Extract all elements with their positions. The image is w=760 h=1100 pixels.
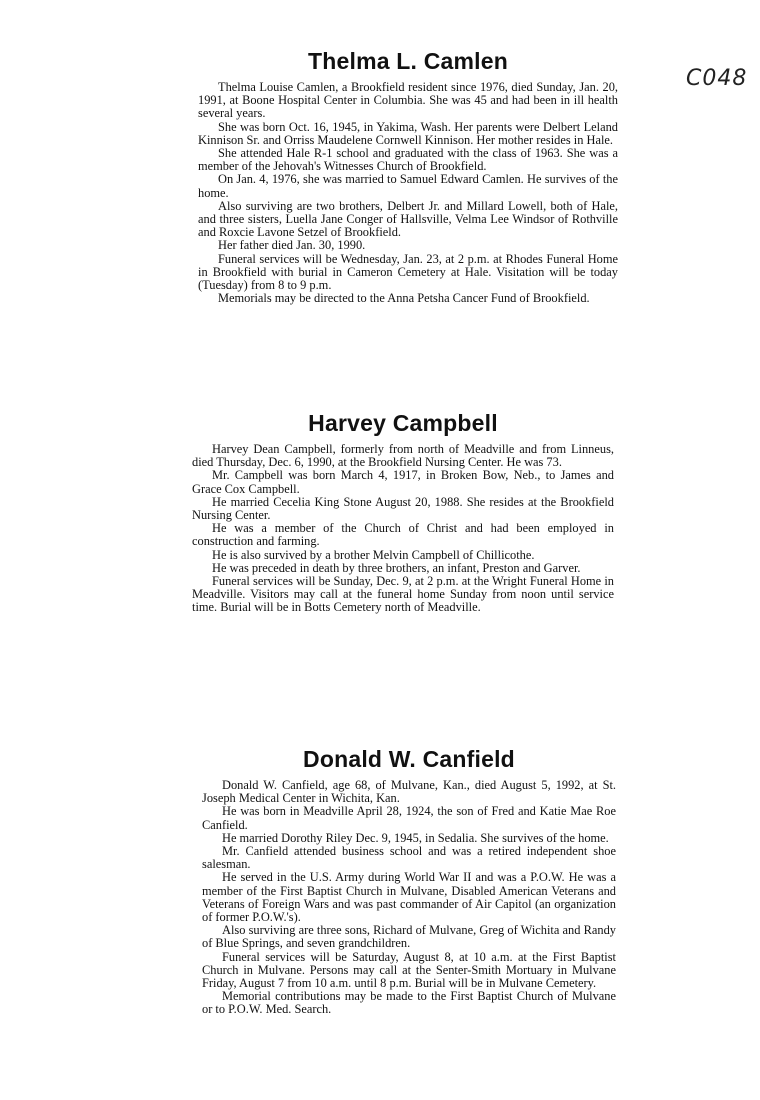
obituary-paragraph: Funeral services will be Wednesday, Jan. 23, at 2 p.m. at Rhodes Funeral Home in Brookfield with burial in Cameron Cemetery at Hale. Visitation will be today (Tuesday) from 8 to 9 p.m.: [198, 251, 618, 293]
obituary-donald-canfield: [202, 746, 616, 1017]
obituary-thelma-camlen: [198, 48, 618, 305]
obituary-paragraph: Harvey Dean Campbell, formerly from north of Meadville and from Linneus, died Thursday, Dec. 6, 1990, at the Brookfield Nursing Center. He was 73.: [192, 442, 614, 470]
obituary-paragraph: Memorials may be directed to the Anna Petsha Cancer Fund of Brookfield.: [218, 291, 590, 306]
obituary-paragraph: Thelma Louise Camlen, a Brookfield resident since 1976, died Sunday, Jan. 20, 1991, at Boone Hospital Center in Columbia. She was 45 and had been in ill health several years.: [198, 80, 618, 121]
obituary-paragraph: Mr. Canfield attended business school and was a retired independent shoe salesman.: [202, 844, 616, 872]
obituary-paragraph: Donald W. Canfield, age 68, of Mulvane, Kan., died August 5, 1992, at St. Joseph Medical Center in Wichita, Kan.: [202, 778, 616, 806]
obituary-title: Harvey Campbell: [308, 410, 498, 436]
obituary-paragraph: She attended Hale R-1 school and graduated with the class of 1963. She was a member of the Jehovah's Witnesses Church of Brookfield.: [198, 146, 618, 174]
obituary-title: Donald W. Canfield: [303, 746, 515, 772]
obituary-title: Thelma L. Camlen: [307, 48, 509, 74]
obituary-paragraph: He was a member of the Church of Christ and had been employed in construction and farming.: [192, 521, 614, 549]
obituary-paragraph: He married Cecelia King Stone August 20, 1988. She resides at the Brookfield Nursing Center.: [192, 494, 614, 523]
obituary-harvey-campbell: [192, 410, 614, 615]
obituary-paragraph: Funeral services will be Saturday, August 8, at 10 a.m. at the First Baptist Church in Mulvane. Persons may call at the Senter-Smith Mortuary in Mulvane Friday, August 7 from 10 a.m. until 8 p.m. Burial will be in Mulvane Cemetery.: [202, 949, 616, 991]
obituary-paragraph: Memorial contributions may be made to the First Baptist Church of Mulvane or to P.O.W. Med. Search.: [202, 989, 616, 1017]
obituary-body: [198, 81, 618, 305]
obituary-paragraph: Mr. Campbell was born March 4, 1917, in Broken Bow, Neb., to James and Grace Cox Campbell.: [192, 468, 614, 496]
obituary-body: [192, 443, 614, 615]
obituary-body: [202, 779, 616, 1017]
obituary-paragraph: On Jan. 4, 1976, she was married to Samuel Edward Camlen. He survives of the home.: [198, 172, 618, 200]
obituary-paragraph: He was preceded in death by three brothers, an infant, Preston and Garver.: [212, 560, 581, 575]
obituary-paragraph: Also surviving are two brothers, Delbert Jr. and Millard Lowell, both of Hale, and three sisters, Luella Jane Conger of Hallsville, Velma Lee Windsor of Rothville and Roxcie Lavone Setzel of Brookfield.: [198, 198, 618, 240]
obituary-paragraph: He is also survived by a brother Melvin Campbell of Chillicothe.: [212, 547, 535, 562]
obituary-paragraph: Her father died Jan. 30, 1990.: [218, 238, 366, 253]
handwritten-archive-code: C048: [686, 66, 748, 91]
obituary-paragraph: Also surviving are three sons, Richard of Mulvane, Greg of Wichita and Randy of Blue Springs, and seven grandchildren.: [202, 923, 616, 951]
obituary-paragraph: Funeral services will be Sunday, Dec. 9, at 2 p.m. at the Wright Funeral Home in Meadville. Visitors may call at the funeral home Sunday from noon until service time. Burial will be in Botts Cemetery north of Meadville.: [192, 574, 614, 615]
obituary-paragraph: She was born Oct. 16, 1945, in Yakima, Wash. Her parents were Delbert Leland Kinnison Sr. and Orriss Maudelene Cornwell Kinnison. Her mother resides in Hale.: [198, 119, 618, 147]
obituary-paragraph: He was born in Meadville April 28, 1924, the son of Fred and Katie Mae Roe Canfield.: [202, 804, 616, 832]
obituary-paragraph: He married Dorothy Riley Dec. 9, 1945, in Sedalia. She survives of the home.: [222, 830, 609, 845]
obituary-paragraph: He served in the U.S. Army during World War II and was a P.O.W. He was a member of the First Baptist Church in Mulvane, Disabled American Veterans and Veterans of Foreign Wars and was past commander of Air Capitol (an organization of former P.O.W.'s).: [202, 870, 616, 925]
